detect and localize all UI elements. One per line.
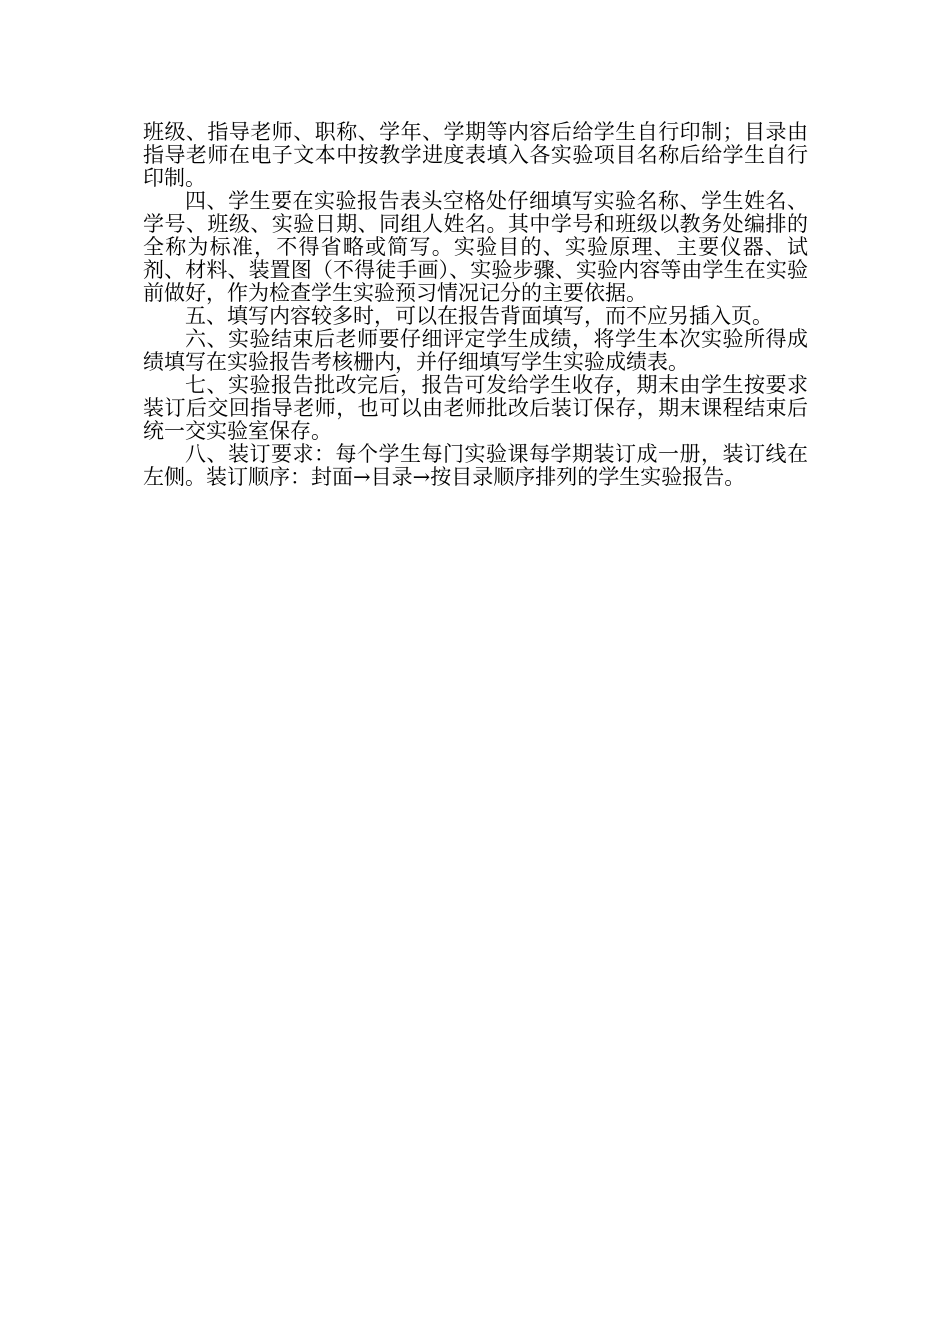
paragraph-item-4: 四、学生要在实验报告表头空格处仔细填写实验名称、学生姓名、学号、班级、实验日期、同组人姓名。其中学号和班级以教务处编排的全称为标准，不得省略或简写。实验目的、实验原理、主要仪器、试剂、材料、装置图（不得徒手画）、实验步骤、实验内容等由学生在实验前做好，作为检查学生实验预习情况记分的主要依据。	[143, 189, 808, 305]
paragraph-item-8: 八、装订要求：每个学生每门实验课每学期装订成一册，装订线在左侧。装订顺序：封面→目录→按目录顺序排列的学生实验报告。	[143, 442, 808, 489]
paragraph-continuation: 班级、指导老师、职称、学年、学期等内容后给学生自行印制；目录由指导老师在电子文本中按教学进度表填入各实验项目名称后给学生自行印制。	[143, 120, 808, 190]
paragraph-item-7: 七、实验报告批改完后，报告可发给学生收存，期末由学生按要求装订后交回指导老师，也可以由老师批改后装订保存，期末课程结束后统一交实验室保存。	[143, 373, 808, 443]
document-body	[143, 121, 808, 489]
paragraph-item-5: 五、填写内容较多时，可以在报告背面填写，而不应另插入页。	[185, 304, 773, 328]
paragraph-item-6: 六、实验结束后老师要仔细评定学生成绩，将学生本次实验所得成绩填写在实验报告考核栅内，并仔细填写学生实验成绩表。	[143, 327, 808, 374]
